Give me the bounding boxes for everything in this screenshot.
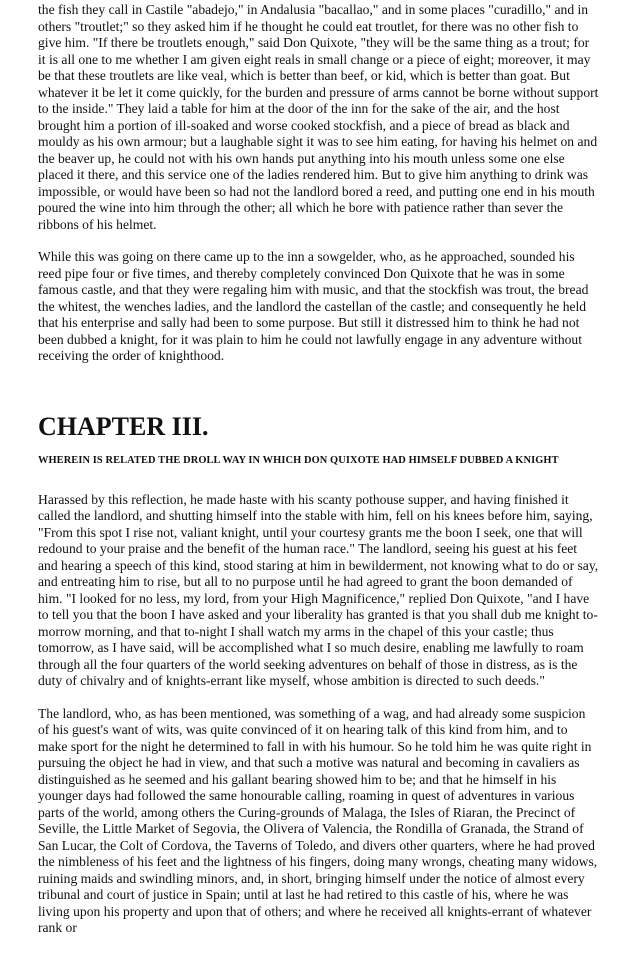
- paragraph-stockfish-meal: the fish they call in Castile "abadejo," in Andalusia "bacallao," and in some places "curadillo," and in others "troutlet;" so they asked him if he thought he could eat troutlet, for there was no other fish to give him. "If there be troutlets enough," said Don Quixote, "they will be the same thing as a trout; for it is all one to me whether I am given eight reals in small change or a piece of eight; moreover, it may be that these troutlets are like veal, which is better than beef, or kid, which is better than goat. But whatever it be let it come quickly, for the burden and pressure of arms cannot be borne without support to the inside." They laid a table for him at the door of the inn for the sake of the air, and the host brought him a portion of ill-soaked and worse cooked stockfish, and a piece of bread as black and mouldy as his own armour; but a laughable sight it was to see him eating, for having his helmet on and the beaver up, he could not with his own hands put anything into his mouth unless some one else placed it there, and this service one of the ladies rendered him. But to give him anything to drink was impossible, or would have been so had not the landlord bored a reed, and putting one end in his mouth poured the wine into him through the other; all which he bore with patience rather than sever the ribbons of his helmet.: [38, 2, 599, 232]
- paragraph-landlord-humour: The landlord, who, as has been mentioned, was something of a wag, and had already some suspicion of his guest's want of wits, was quite convinced of it on hearing talk of this kind from him, and to make sport for the night he determined to fall in with his humour. So he told him he was quite right in pursuing the object he had in view, and that such a motive was natural and becoming in cavaliers as distinguished as he seemed and his gallant bearing showed him to be; and that he himself in his younger days had followed the same honourable calling, roaming in quest of adventures in various parts of the world, among others the Curing-grounds of Malaga, the Isles of Riaran, the Precinct of Seville, the Little Market of Segovia, the Olivera of Valencia, the Rondilla of Granada, the Strand of San Lucar, the Colt of Cordova, the Taverns of Toledo, and divers other quarters, where he had proved the nimbleness of his feet and the lightness of his fingers, doing many wrongs, cheating many widows, ruining maids and swindling minors, and, in short, bringing himself under the notice of almost every tribunal and court of justice in Spain; until at last he had retired to this castle of his, where he was living upon his property and upon that of others; and where he received all knights-errant of whatever rank or: [38, 705, 598, 935]
- chapter-title: CHAPTER III.: [38, 411, 209, 441]
- paragraph-boon-request: Harassed by this reflection, he made haste with his scanty pothouse supper, and having finished it called the landlord, and shutting himself into the stable with him, fell on his knees before him, saying, "From this spot I rise not, valiant knight, until your courtesy grants me the boon I seek, one that will redound to your praise and the benefit of the human race." The landlord, seeing his guest at his feet and hearing a speech of this kind, stood staring at him in bewilderment, not knowing what to do or say, and entreating him to rise, but all to no purpose until he had agreed to grant the boon demanded of him. "I looked for no less, my lord, from your High Magnificence," replied Don Quixote, "and I have to tell you that the boon I have asked and your liberality has granted is that you shall dub me knight to-morrow morning, and that to-night I shall watch my arms in the chapel of this your castle; thus tomorrow, as I have said, will be accomplished what I so much desire, enabling me lawfully to roam through all the four quarters of the world seeking adventures on behalf of those in distress, as is the duty of chivalry and of knights-errant like myself, whose ambition is directed to such deeds.": [38, 491, 599, 688]
- document-page: [38, 0, 600, 953]
- paragraph-sowgelder: While this was going on there came up to the inn a sowgelder, who, as he approached, sounded his reed pipe four or five times, and thereby completely convinced Don Quixote that he was in some famous castle, and that they were regaling him with music, and that the stockfish was trout, the bread the whitest, the wenches ladies, and the landlord the castellan of the castle; and consequently he held that his enterprise and sally had been to some purpose. But still it distressed him to think he had not been dubbed a knight, for it was plain to him he could not lawfully engage in any adventure without receiving the order of knighthood.: [38, 249, 589, 363]
- chapter-subtitle: WHEREIN IS RELATED THE DROLL WAY IN WHICH DON QUIXOTE HAD HIMSELF DUBBED A KNIGHT: [38, 454, 559, 466]
